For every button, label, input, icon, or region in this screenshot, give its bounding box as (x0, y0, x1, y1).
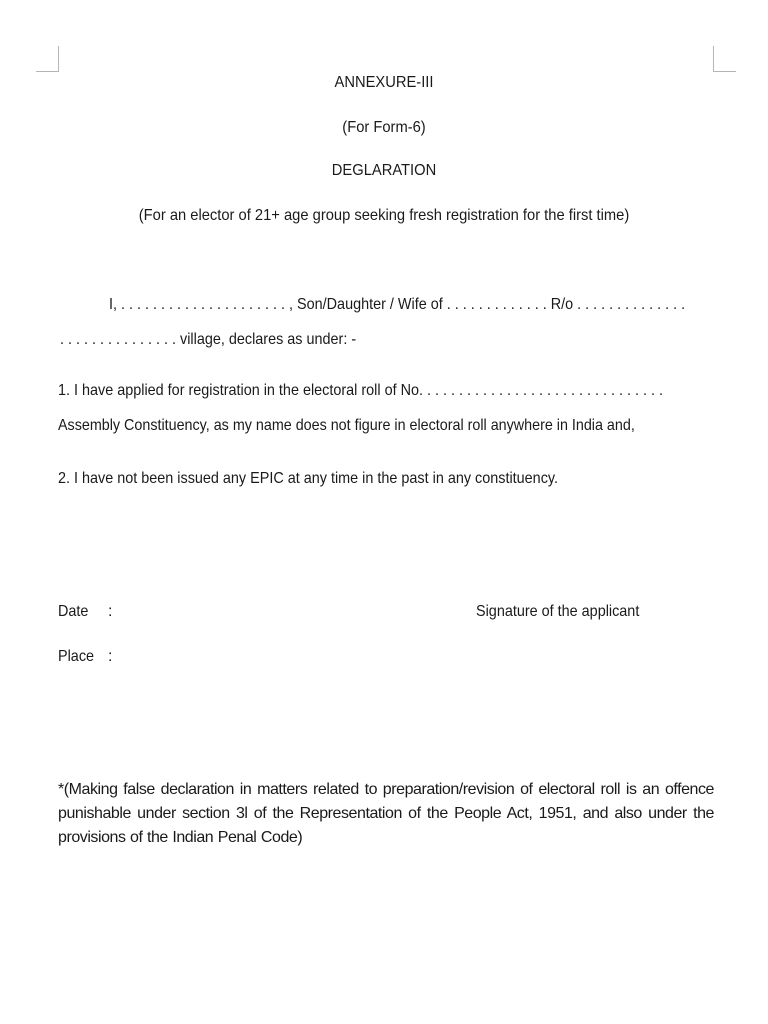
annexure-title: ANNEXURE-III (334, 74, 434, 91)
legal-warning-note: *(Making false declaration in matters related to preparation/revision of electoral roll is an offence punishable under section 3l of the Representation of the People Act, 1951, and also under the provisions of the Indian Penal Code) (58, 781, 714, 846)
place-colon: : (108, 648, 113, 665)
signature-label: Signature of the applicant (476, 603, 640, 620)
place-label: Place (58, 648, 95, 665)
intro-line-2: . . . . . . . . . . . . . . . village, declares as under: - (60, 331, 357, 348)
declaration-heading: DEGLARATION (331, 162, 437, 179)
declaration-item-1-line-1: 1. I have applied for registration in the electoral roll of No. . . . . . . . . . . . . . . . . . . . . . . . . . . . . . . (58, 382, 664, 399)
date-label: Date (58, 603, 89, 620)
declaration-item-1-line-2: Assembly Constituency, as my name does not figure in electoral roll anywhere in India and, (58, 417, 635, 434)
declaration-item-2: 2. I have not been issued any EPIC at any time in the past in any constituency. (58, 470, 559, 487)
date-colon: : (108, 603, 113, 620)
page-corner-mark-right (713, 46, 736, 72)
intro-line-1: I, . . . . . . . . . . . . . . . . . . . . . , Son/Daughter / Wife of . . . . . . . . . . . . . R/o . . . . . . . . . . . . . . (109, 296, 686, 313)
page-corner-mark-left (36, 46, 59, 72)
form-reference: (For Form-6) (342, 119, 426, 136)
declaration-subheading: (For an elector of 21+ age group seeking fresh registration for the first time) (138, 207, 630, 224)
